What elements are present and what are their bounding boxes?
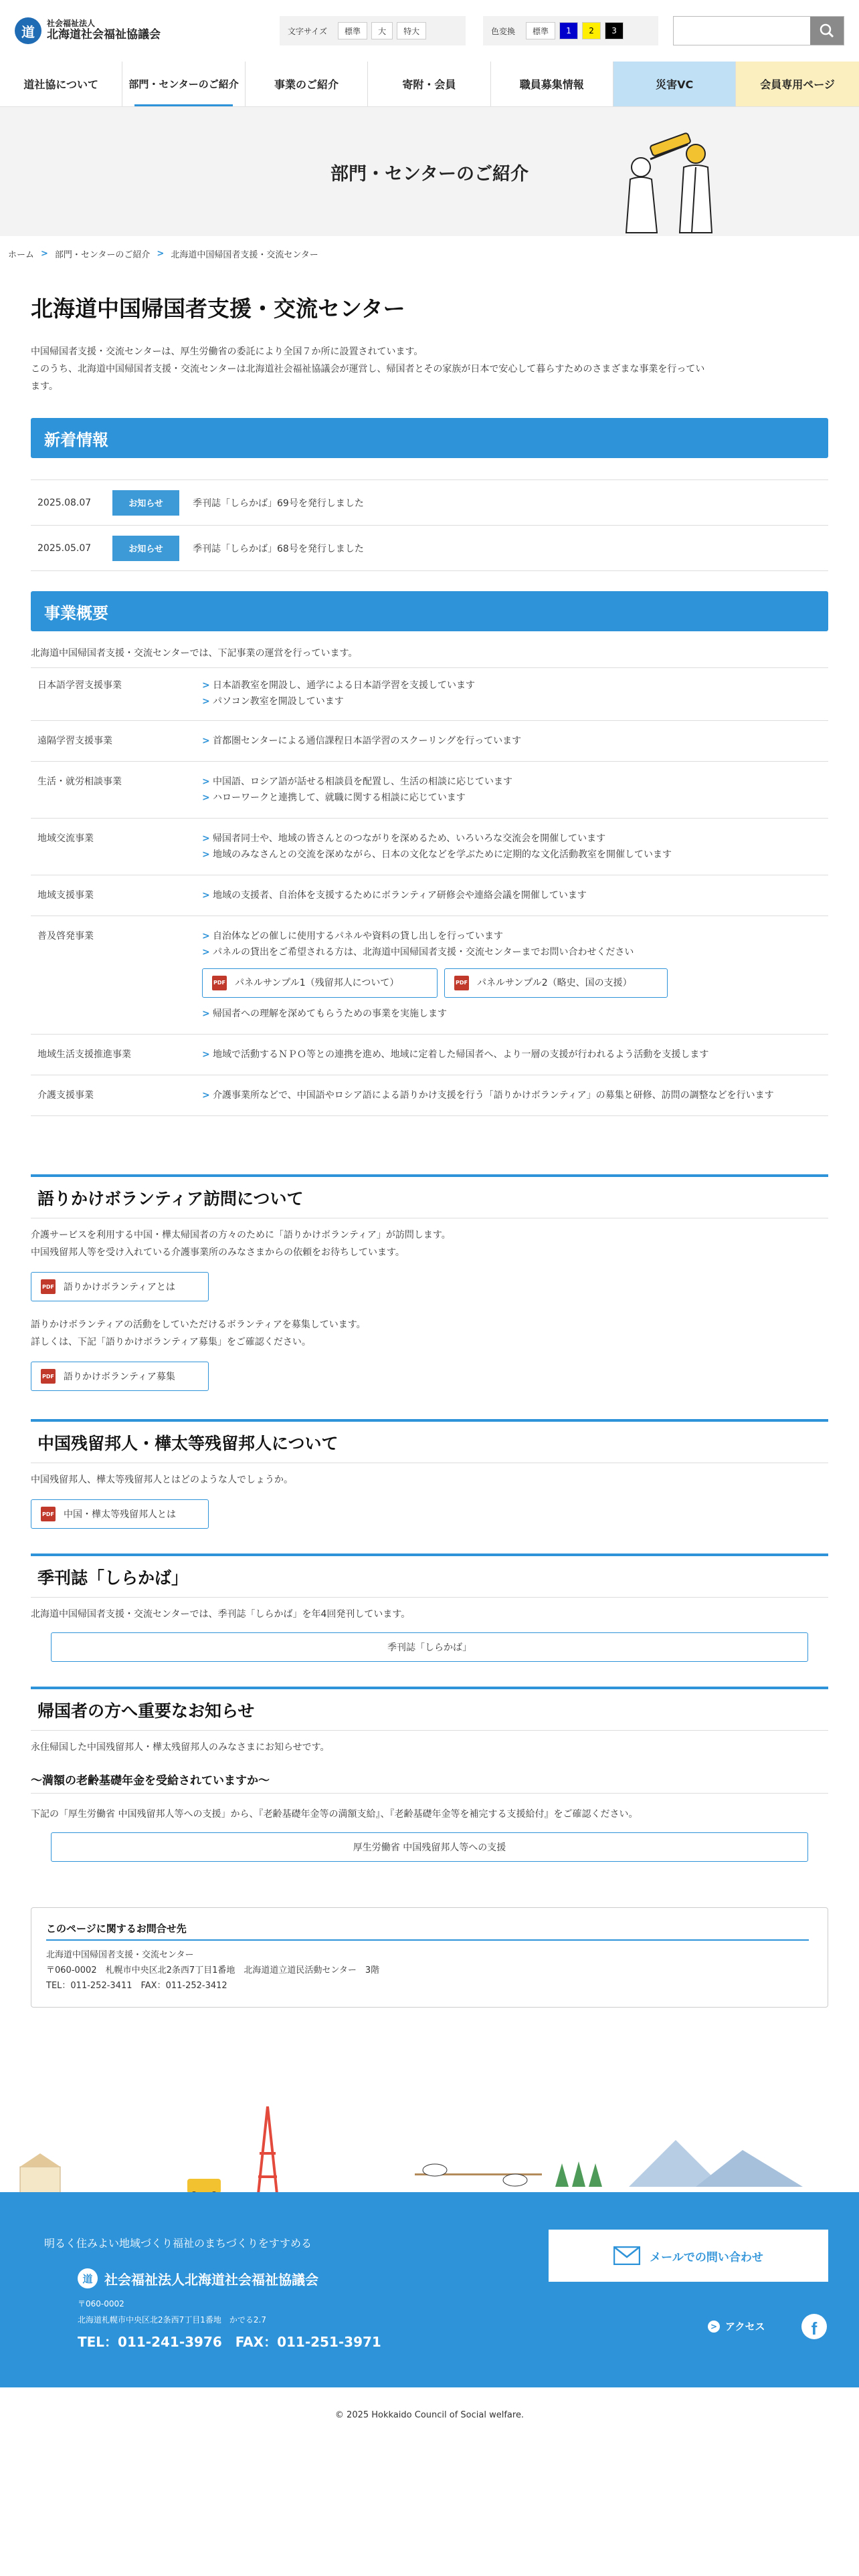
nav-item-members[interactable] xyxy=(736,62,858,106)
pdf-icon: PDF xyxy=(41,1369,56,1384)
contact-line: 北海道中国帰国者支援・交流センター xyxy=(46,1950,194,1960)
footer-tel: TEL：011-241-3976 FAX：011-251-3971 xyxy=(78,2334,381,2350)
nav-active-indicator xyxy=(134,104,232,106)
text-line: 介護サービスを利用する中国・樺太帰国者の方々のために「語りかけボランティア」が訪問します。 xyxy=(31,1230,451,1241)
nav-label: 道社協について xyxy=(23,78,99,91)
font-size-normal-button[interactable]: 標準 xyxy=(338,22,367,39)
footer-address-line: 北海道札幌市中央区北2条西7丁目1番地 かでる2.7 xyxy=(78,2315,266,2325)
overview-row xyxy=(31,668,828,721)
nav-label: 会員専用ページ xyxy=(760,78,835,91)
font-size-tool xyxy=(280,16,466,45)
mhlw-support-button[interactable]: 厚生労働省 中国残留邦人等への支援 xyxy=(51,1832,808,1862)
intro-line: ます。 xyxy=(31,381,58,392)
overview-item: 中国語、ロシア語が話せる相談員を配置し、生活の相談に応じています xyxy=(213,776,512,787)
access-label: アクセス xyxy=(725,2321,765,2333)
news-date: 2025.08.07 xyxy=(37,497,92,508)
overview-item: 首都圏センターによる通信課程日本語学習のスクーリングを行っています xyxy=(213,736,522,746)
notice-subheading: ～満額の老齢基礎年金を受給されていますか～ xyxy=(31,1771,828,1794)
site-logo[interactable] xyxy=(15,17,161,44)
pdf-icon: PDF xyxy=(41,1279,56,1294)
volunteer-section xyxy=(31,1174,828,1391)
button-label: 語りかけボランティアとは xyxy=(64,1282,175,1293)
text-line: 詳しくは、下記「語りかけボランティア募集」をご確認ください。 xyxy=(31,1337,311,1348)
button-label: 語りかけボランティア募集 xyxy=(64,1372,175,1382)
overview-item: 地域で活動するＮＰＯ等との連携を進め、地域に定着した帰国者へ、より一層の支援が行われるよう活動を支援します xyxy=(213,1049,709,1060)
nav-label: 部門・センターのご紹介 xyxy=(128,78,239,90)
nav-label: 職員募集情報 xyxy=(519,78,584,91)
news-section xyxy=(31,418,828,571)
nav-item-disaster-vc[interactable] xyxy=(613,62,736,106)
panel-sample-2-button[interactable] xyxy=(444,968,668,998)
news-badge: お知らせ xyxy=(112,536,179,561)
news-date: 2025.05.07 xyxy=(37,542,92,554)
residual-text: 中国残留邦人、樺太等残留邦人とはどのような人でしょうか。 xyxy=(31,1475,293,1485)
arrow-icon: > xyxy=(202,1090,210,1101)
color-label: 色変換 xyxy=(491,26,516,36)
contact-heading: このページに関するお問合せ先 xyxy=(46,1921,809,1941)
overview-row-name: 普及啓発事業 xyxy=(37,931,94,942)
nav-label: 事業のご紹介 xyxy=(274,78,339,91)
search-box xyxy=(673,16,844,45)
arrow-icon: > xyxy=(202,696,210,707)
search-icon xyxy=(819,23,835,39)
news-badge: お知らせ xyxy=(112,490,179,516)
color-3-button[interactable]: 3 xyxy=(605,22,624,39)
residual-section xyxy=(31,1419,828,1529)
notice-text: 永住帰国した中国残留邦人・樺太残留邦人のみなさまにお知らせです。 xyxy=(31,1742,330,1753)
mail-button-label: メールでの問い合わせ xyxy=(650,2250,763,2264)
magazine-heading: 季刊誌「しらかば」 xyxy=(31,1553,828,1598)
font-size-xlarge-button[interactable]: 特大 xyxy=(397,22,426,39)
breadcrumb-current: 北海道中国帰国者支援・交流センター xyxy=(171,250,318,260)
footer-tagline: 明るく住みよい地域づくり福祉のまちづくりをすすめる xyxy=(44,2237,312,2250)
overview-item: 帰国者への理解を深めてもらうための事業を実施します xyxy=(213,1008,447,1019)
arrow-icon: > xyxy=(202,833,210,844)
arrow-icon: > xyxy=(202,849,210,860)
page-intro xyxy=(31,343,828,395)
nav-item-about[interactable] xyxy=(0,62,122,106)
contact-line: TEL：011-252-3411 FAX：011-252-3412 xyxy=(46,1981,227,1991)
overview-section xyxy=(31,591,828,1116)
text-line: 語りかけボランティアの活動をしていただけるボランティアを募集しています。 xyxy=(31,1319,366,1330)
arrow-icon: > xyxy=(202,1049,210,1060)
overview-item: 帰国者同士や、地域の皆さんとのつながりを深めるため、いろいろな交流会を開催しています xyxy=(213,833,606,844)
overview-row-name: 日本語学習支援事業 xyxy=(37,680,122,691)
arrow-icon: > xyxy=(202,736,210,746)
breadcrumb xyxy=(8,247,318,260)
nav-label: 寄附・会員 xyxy=(402,78,456,91)
panel-sample-1-button[interactable] xyxy=(202,968,438,998)
residual-about-button[interactable] xyxy=(31,1499,209,1529)
site-footer xyxy=(0,2199,859,2387)
overview-row xyxy=(31,819,828,875)
contact-line: 〒060-0002 札幌市中央区北2条西7丁目1番地 北海道道立道民活動センター 3階 xyxy=(46,1965,380,1975)
news-item[interactable] xyxy=(31,526,828,571)
volunteer-recruit-button[interactable] xyxy=(31,1362,209,1391)
font-size-label: 文字サイズ xyxy=(288,26,328,36)
overview-item: 自治体などの催しに使用するパネルや資料の貸し出しを行っています xyxy=(213,931,503,942)
font-size-large-button[interactable]: 大 xyxy=(371,22,393,39)
global-nav xyxy=(0,62,859,107)
volunteer-recruit-text xyxy=(31,1316,828,1351)
color-1-button[interactable]: 1 xyxy=(559,22,578,39)
volunteer-about-button[interactable] xyxy=(31,1272,209,1301)
arrow-icon: > xyxy=(202,792,210,803)
search-input[interactable] xyxy=(674,17,810,45)
site-header xyxy=(0,0,859,62)
overview-lead: 北海道中国帰国者支援・交流センターでは、下記事業の運営を行っています。 xyxy=(31,645,828,668)
news-text: 季刊誌「しらかば」68号を発行しました xyxy=(193,543,364,554)
news-heading: 新着情報 xyxy=(31,418,828,458)
button-label: パネルサンプル1（残留邦人について） xyxy=(235,978,399,988)
overview-item: パネルの貸出をご希望される方は、北海道中国帰国者支援・交流センターまでお問い合わせください xyxy=(213,947,634,958)
overview-row xyxy=(31,875,828,916)
nav-item-projects[interactable] xyxy=(246,62,368,106)
nav-label: 災害VC xyxy=(656,78,694,91)
button-label: 中国・樺太等残留邦人とは xyxy=(64,1509,176,1520)
volunteer-heading: 語りかけボランティア訪問について xyxy=(31,1174,828,1218)
footer-zip: 〒060-0002 xyxy=(78,2299,124,2309)
hero-title: 部門・センターのご紹介 xyxy=(330,164,529,185)
breadcrumb-home[interactable]: ホーム xyxy=(8,250,35,260)
page-title: 北海道中国帰国者支援・交流センター xyxy=(31,296,405,322)
footer-logo-icon: 道 xyxy=(78,2268,98,2288)
arrow-icon: > xyxy=(202,931,210,942)
logo-sub: 社会福祉法人 xyxy=(47,19,96,29)
volunteer-text xyxy=(31,1226,828,1261)
notice-text2: 下記の「厚生労働省 中国残留邦人等への支援」から、『老齢基礎年金等の満額支給』、『老齢基礎年金等を補完する支援給付』をご確認ください。 xyxy=(31,1809,638,1820)
overview-row-name: 介護支援事業 xyxy=(37,1090,94,1101)
intro-line: このうち、北海道中国帰国者支援・交流センターは北海道社会福祉協議会が運営し、帰国者とその家族が日本で安心して暮らすためのさまざまな事業を行ってい xyxy=(31,364,705,374)
magazine-text: 北海道中国帰国者支援・交流センターでは、季刊誌「しらかば」を年4回発刊しています。 xyxy=(31,1609,411,1620)
arrow-icon: > xyxy=(202,680,210,691)
footer-address xyxy=(78,2296,266,2328)
overview-row-name: 地域交流事業 xyxy=(37,833,94,844)
notice-heading: 帰国者の方へ重要なお知らせ xyxy=(31,1687,828,1731)
text-line: 中国残留邦人等を受け入れている介護事業所のみなさまからの依頼をお待ちしています。 xyxy=(31,1247,405,1258)
overview-row xyxy=(31,916,828,1035)
mail-icon xyxy=(613,2246,640,2265)
contact-box xyxy=(31,1907,828,2008)
overview-heading: 事業概要 xyxy=(31,591,828,631)
town-illustration xyxy=(0,2100,859,2200)
overview-item: ハローワークと連携して、就職に関する相談に応じています xyxy=(213,792,466,803)
mail-contact-button[interactable] xyxy=(549,2230,828,2282)
footer-org: 社会福祉法人北海道社会福祉協議会 xyxy=(104,2271,318,2288)
logo-mark-icon: 道 xyxy=(15,17,41,44)
residual-heading: 中国残留邦人・樺太等残留邦人について xyxy=(31,1419,828,1463)
arrow-icon: > xyxy=(202,947,210,958)
overview-row xyxy=(31,1035,828,1075)
nav-item-departments[interactable] xyxy=(122,62,245,106)
overview-item: 介護事業所などで、中国語やロシア語による語りかけ支援を行う「語りかけボランティア」の募集と研修、訪問の調整などを行います xyxy=(213,1090,774,1101)
overview-item: 地域の支援者、自治体を支援するためにボランティア研修会や連絡会議を開催しています xyxy=(213,890,587,901)
arrow-icon: > xyxy=(202,776,210,787)
overview-row-name: 遠隔学習支援事業 xyxy=(37,736,112,746)
color-tool xyxy=(483,16,658,45)
contact-details xyxy=(46,1947,813,1994)
overview-item: 日本語教室を開設し、通学による日本語学習を支援しています xyxy=(213,680,475,691)
overview-item: 地域のみなさんとの交流を深めながら、日本の文化などを学ぶために定期的な文化活動教室を開催しています xyxy=(213,849,672,860)
magazine-button[interactable]: 季刊誌「しらかば」 xyxy=(51,1632,808,1662)
pdf-icon: PDF xyxy=(454,976,469,990)
nav-item-donation[interactable] xyxy=(368,62,490,106)
news-item[interactable] xyxy=(31,480,828,526)
search-button[interactable] xyxy=(810,17,844,45)
overview-row-name: 地域生活支援推進事業 xyxy=(37,1049,131,1060)
nav-item-recruit[interactable] xyxy=(491,62,613,106)
breadcrumb-chevron-icon: > xyxy=(41,249,48,259)
overview-row xyxy=(31,721,828,762)
overview-row-name: 地域支援事業 xyxy=(37,890,94,901)
hero-banner xyxy=(0,107,859,236)
color-2-button[interactable]: 2 xyxy=(582,22,601,39)
arrow-icon: > xyxy=(202,890,210,901)
telescope-people-illustration xyxy=(610,126,737,236)
color-normal-button[interactable]: 標準 xyxy=(526,22,555,39)
copyright: © 2025 Hokkaido Council of Social welfare. xyxy=(335,2410,524,2420)
intro-line: 中国帰国者支援・交流センターは、厚生労働省の委託により全国７か所に設置されています。 xyxy=(31,346,423,357)
overview-row xyxy=(31,1075,828,1116)
overview-row-name: 生活・就労相談事業 xyxy=(37,776,122,787)
notice-section xyxy=(31,1687,828,1862)
arrow-icon: > xyxy=(202,1008,210,1019)
overview-row xyxy=(31,762,828,819)
access-link[interactable] xyxy=(708,2319,765,2333)
pdf-icon: PDF xyxy=(41,1507,56,1521)
breadcrumb-chevron-icon: > xyxy=(157,249,165,259)
breadcrumb-departments[interactable]: 部門・センターのご紹介 xyxy=(54,250,151,260)
overview-item: パソコン教室を開設しています xyxy=(213,696,344,707)
chevron-right-icon: > xyxy=(708,2321,720,2333)
facebook-icon[interactable]: f xyxy=(801,2314,827,2339)
logo-main: 北海道社会福祉協議会 xyxy=(47,28,161,42)
magazine-section xyxy=(31,1553,828,1662)
pdf-icon: PDF xyxy=(212,976,227,990)
news-text: 季刊誌「しらかば」69号を発行しました xyxy=(193,498,364,509)
button-label: パネルサンプル2（略史、国の支援） xyxy=(477,978,632,988)
